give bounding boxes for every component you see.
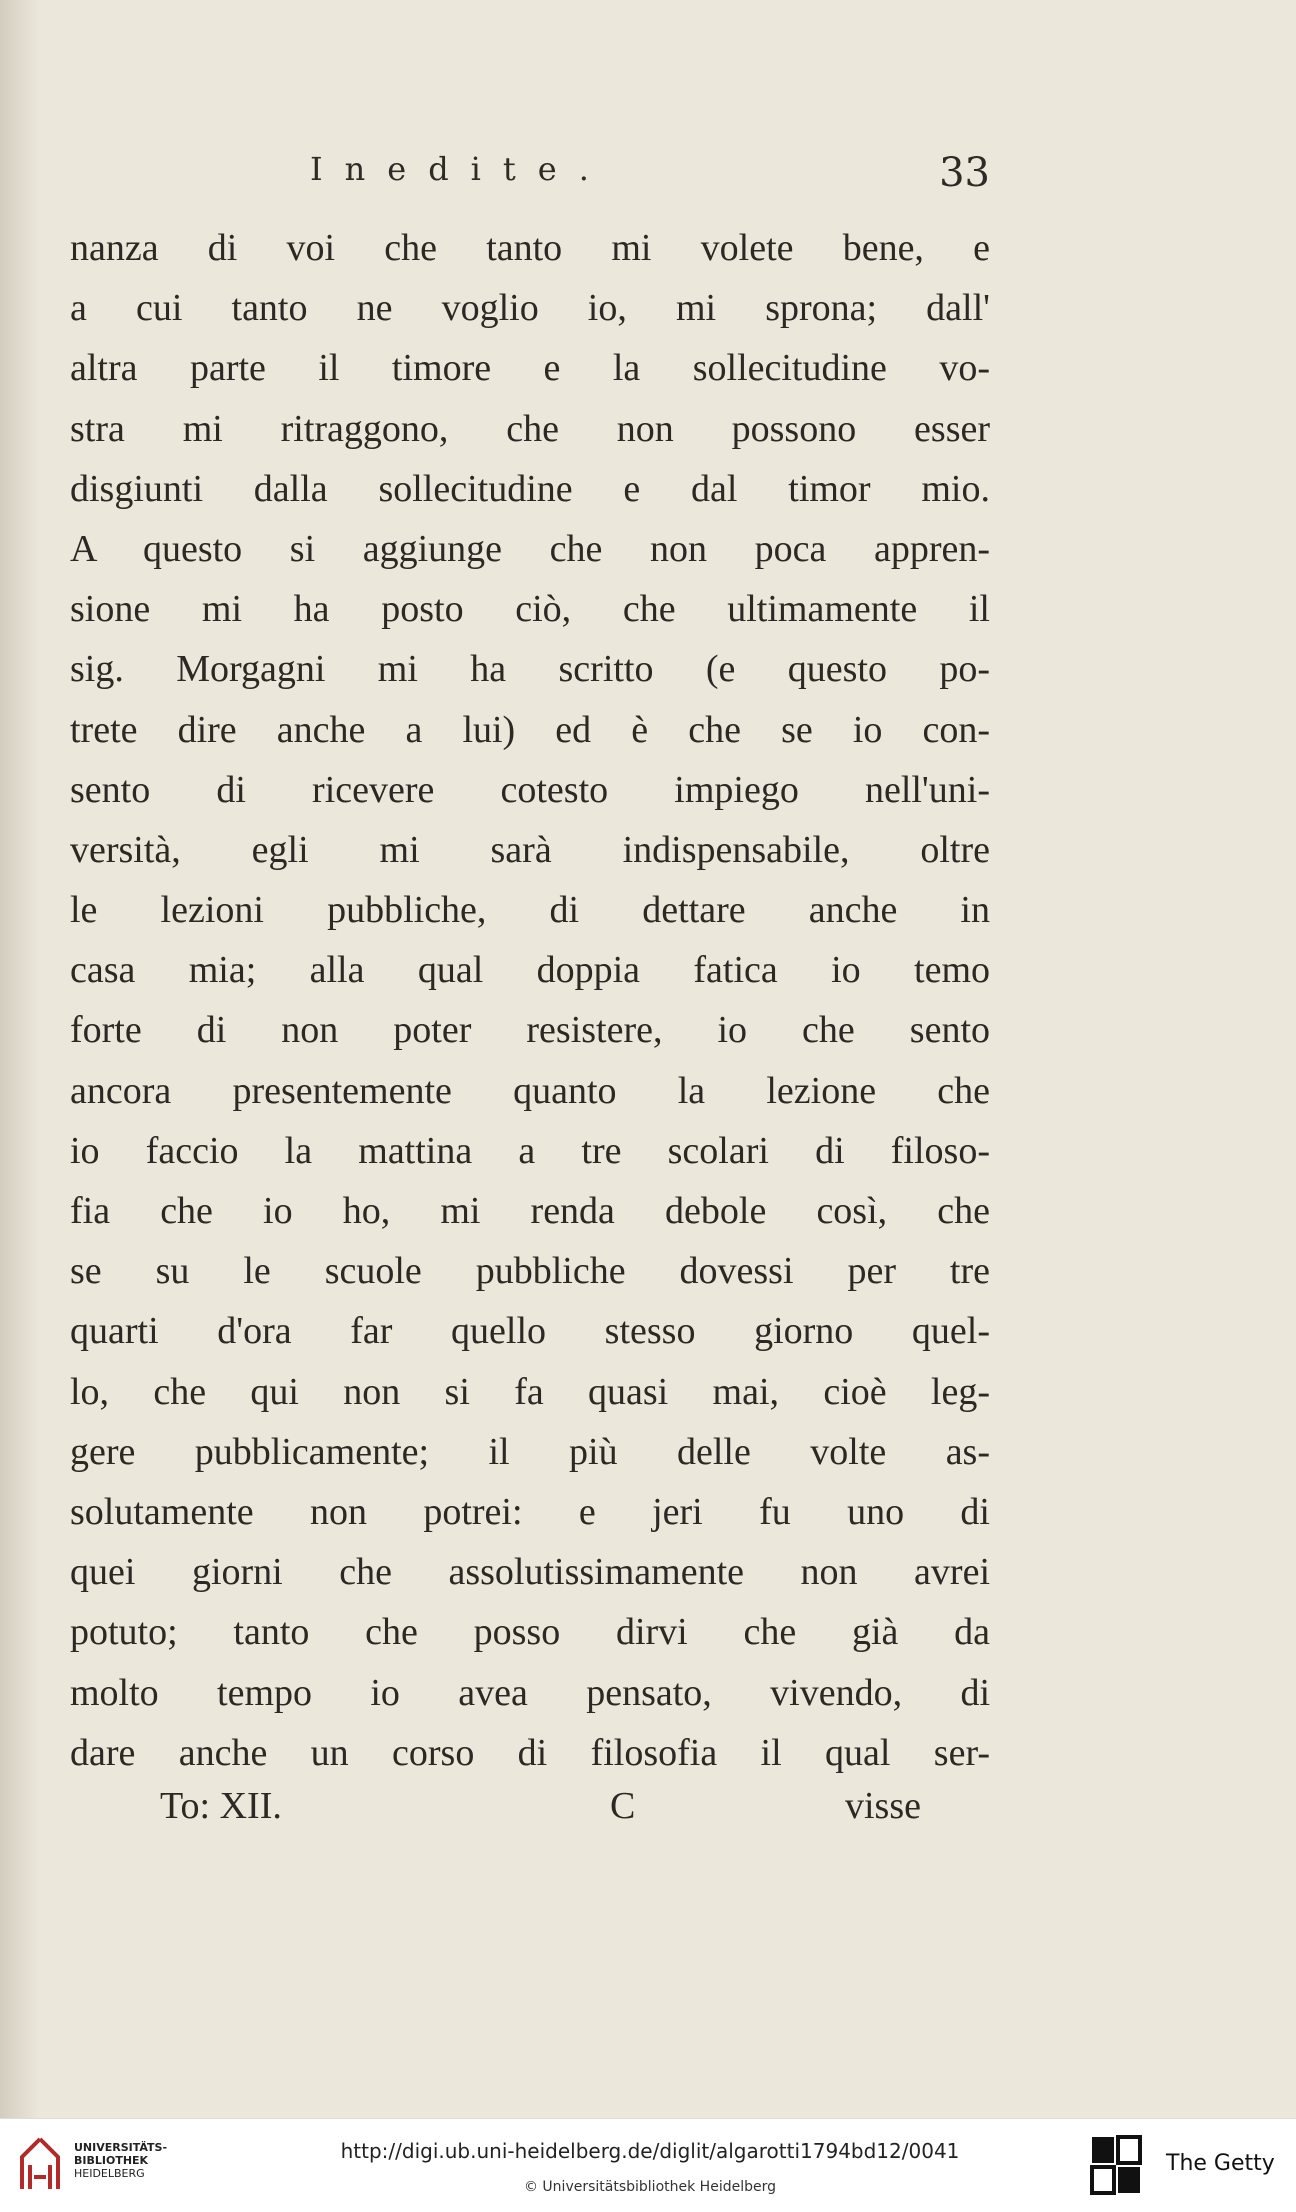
- heidelberg-logo-icon: [14, 2137, 66, 2193]
- text-line: io faccio la mattina a tre scolari di filoso-: [70, 1129, 990, 1172]
- text-line: fia che io ho, mi renda debole così, che: [70, 1190, 990, 1232]
- text-line: solutamente non potrei: e jeri fu uno di: [70, 1490, 990, 1533]
- text-line: quei giorni che assolutissimamente non avrei: [70, 1551, 990, 1594]
- text-line: dare anche un corso di filosofia il qual ser-: [70, 1731, 990, 1774]
- getty-name: The Getty: [1166, 2151, 1275, 2176]
- header-title: Inedite.: [310, 150, 611, 188]
- page-footer: [160, 1784, 980, 1844]
- volume-mark: To: XII.: [160, 1785, 282, 1827]
- text-line: forte di non poter resistere, io che sento: [70, 1009, 990, 1052]
- text-line: altra parte il timore e la sollecitudine vo-: [70, 347, 990, 390]
- catchword: visse: [845, 1785, 921, 1827]
- footer-bar: [0, 2118, 1296, 2212]
- text-line: sento di ricevere cotesto impiego nell'uni-: [70, 768, 990, 811]
- text-line: sig. Morgagni mi ha scritto (e questo po-: [70, 648, 990, 691]
- text-line: casa mia; alla qual doppia fatica io temo: [70, 949, 990, 992]
- university-name: [74, 2141, 167, 2180]
- text-line: potuto; tanto che posso dirvi che già da: [70, 1611, 990, 1654]
- page-number: 33: [939, 150, 990, 196]
- text-line: disgiunti dalla sollecitudine e dal timor mio.: [70, 467, 990, 510]
- permalink-url[interactable]: http://digi.ub.uni-heidelberg.de/diglit/algarotti1794bd12/0041: [340, 2139, 960, 2163]
- text-line: ancora presentemente quanto la lezione che: [70, 1069, 990, 1112]
- getty-logo-icon: [1090, 2135, 1144, 2195]
- text-line: stra mi ritraggono, che non possono esser: [70, 407, 990, 450]
- text-line: le lezioni pubbliche, di dettare anche in: [70, 889, 990, 932]
- text-line: sione mi ha posto ciò, che ultimamente il: [70, 588, 990, 631]
- text-line: versità, egli mi sarà indispensabile, oltre: [70, 828, 990, 871]
- text-line: trete dire anche a lui) ed è che se io con-: [70, 708, 990, 751]
- text-line: a cui tanto ne voglio io, mi sprona; dall': [70, 287, 990, 330]
- text-line: molto tempo io avea pensato, vivendo, di: [70, 1671, 990, 1714]
- body-text: [70, 218, 990, 1783]
- text-line: se su le scuole pubbliche dovessi per tre: [70, 1250, 990, 1293]
- running-header: [310, 150, 990, 210]
- text-line: lo, che qui non si fa quasi mai, cioè leg-: [70, 1370, 990, 1413]
- university-name-line: UNIVERSITÄTS-: [74, 2141, 168, 2154]
- text-line: gere pubblicamente; il più delle volte as-: [70, 1430, 990, 1473]
- text-line: nanza di voi che tanto mi volete bene, e: [70, 227, 990, 269]
- university-name-line: BIBLIOTHEK: [74, 2154, 149, 2167]
- text-line: quarti d'ora far quello stesso giorno quel-: [70, 1310, 990, 1353]
- signature-mark: C: [610, 1785, 636, 1827]
- text-line: A questo si aggiunge che non poca appren-: [70, 527, 990, 570]
- university-name-line: HEIDELBERG: [74, 2167, 145, 2180]
- copyright-notice: © Universitätsbibliothek Heidelberg: [523, 2179, 776, 2195]
